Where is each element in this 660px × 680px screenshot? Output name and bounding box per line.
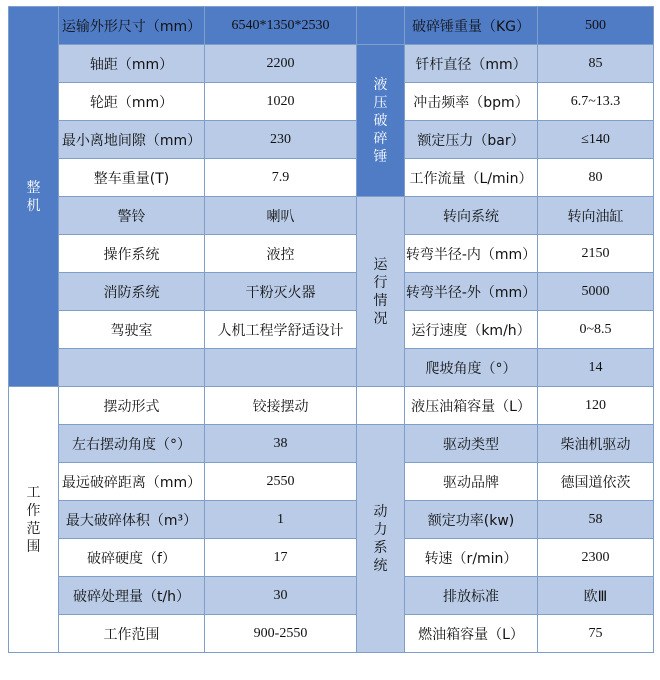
spec-value: 0~8.5 [538, 311, 654, 349]
spec-value: 30 [205, 577, 357, 615]
spec-sheet [8, 6, 653, 674]
spec-label: 警铃 [59, 197, 205, 235]
spec-label: 转速（r/min） [405, 539, 538, 577]
section-operation: 运行情况 [357, 197, 405, 387]
spec-label: 驱动品牌 [405, 463, 538, 501]
spec-label: 轴距（mm） [59, 45, 205, 83]
spec-value: 6.7~13.3 [538, 83, 654, 121]
spec-value: 喇叭 [205, 197, 357, 235]
spec-label: 运行速度（km/h） [405, 311, 538, 349]
spec-label: 消防系统 [59, 273, 205, 311]
spec-label: 燃油箱容量（L） [405, 615, 538, 653]
spec-value: 80 [538, 159, 654, 197]
table-row [9, 577, 654, 615]
spec-label: 破碎锤重量（KG） [405, 7, 538, 45]
spec-label: 左右摆动角度（°） [59, 425, 205, 463]
spec-label: 轮距（mm） [59, 83, 205, 121]
spec-label: 运输外形尺寸（mm） [59, 7, 205, 45]
spec-value: 干粉灭火器 [205, 273, 357, 311]
spec-value: 5000 [538, 273, 654, 311]
spec-label: 驱动类型 [405, 425, 538, 463]
spec-label: 额定功率(kw) [405, 501, 538, 539]
spec-table [8, 6, 654, 653]
spec-label: 整车重量(T) [59, 159, 205, 197]
table-row [9, 539, 654, 577]
table-row [9, 387, 654, 425]
spec-value: 液控 [205, 235, 357, 273]
table-row [9, 615, 654, 653]
table-row [9, 45, 654, 83]
spec-value [205, 349, 357, 387]
table-row [9, 7, 654, 45]
blank-cell [357, 387, 405, 425]
spec-value: 38 [205, 425, 357, 463]
spec-label: 转向系统 [405, 197, 538, 235]
section-hydraulic-breaker: 液压破碎锤 [357, 45, 405, 197]
spec-label: 驾驶室 [59, 311, 205, 349]
spec-label: 破碎硬度（f） [59, 539, 205, 577]
spec-label: 摆动形式 [59, 387, 205, 425]
spec-label: 钎杆直径（mm） [405, 45, 538, 83]
spec-value: 900-2550 [205, 615, 357, 653]
table-row [9, 349, 654, 387]
table-row [9, 463, 654, 501]
spec-value: 2150 [538, 235, 654, 273]
spec-value: 58 [538, 501, 654, 539]
table-row [9, 159, 654, 197]
spec-label: 破碎处理量（t/h） [59, 577, 205, 615]
spec-value: 85 [538, 45, 654, 83]
spec-label [59, 349, 205, 387]
spec-value: 1 [205, 501, 357, 539]
spec-label: 最远破碎距离（mm） [59, 463, 205, 501]
spec-label: 转弯半径-外（mm） [405, 273, 538, 311]
spec-value: 6540*1350*2530 [205, 7, 357, 45]
table-row [9, 121, 654, 159]
spec-label: 最小离地间隙（mm） [59, 121, 205, 159]
table-row [9, 83, 654, 121]
spec-value: 2200 [205, 45, 357, 83]
table-row [9, 425, 654, 463]
spec-value: ≤140 [538, 121, 654, 159]
spec-label: 液压油箱容量（L） [405, 387, 538, 425]
spec-value: 柴油机驱动 [538, 425, 654, 463]
table-row [9, 235, 654, 273]
spec-value: 2550 [205, 463, 357, 501]
section-power-system: 动力系统 [357, 425, 405, 653]
spec-value: 德国道依茨 [538, 463, 654, 501]
spec-label: 排放标准 [405, 577, 538, 615]
spec-value: 转向油缸 [538, 197, 654, 235]
spec-label: 操作系统 [59, 235, 205, 273]
spec-value: 120 [538, 387, 654, 425]
spec-label: 工作范围 [59, 615, 205, 653]
spec-value: 230 [205, 121, 357, 159]
spec-value: 500 [538, 7, 654, 45]
spec-label: 爬坡角度（°） [405, 349, 538, 387]
spec-label: 工作流量（L/min） [405, 159, 538, 197]
spec-label: 额定压力（bar） [405, 121, 538, 159]
spec-value: 2300 [538, 539, 654, 577]
spec-label: 冲击频率（bpm） [405, 83, 538, 121]
spec-value: 人机工程学舒适设计 [205, 311, 357, 349]
spec-value: 铰接摆动 [205, 387, 357, 425]
table-row [9, 311, 654, 349]
spec-value: 14 [538, 349, 654, 387]
blank-cell [357, 7, 405, 45]
section-whole-machine: 整机 [9, 7, 59, 387]
spec-value: 17 [205, 539, 357, 577]
table-row [9, 197, 654, 235]
table-row [9, 501, 654, 539]
spec-value: 欧Ⅲ [538, 577, 654, 615]
spec-value: 1020 [205, 83, 357, 121]
spec-value: 75 [538, 615, 654, 653]
table-row [9, 273, 654, 311]
section-work-range: 工作范围 [9, 387, 59, 653]
spec-value: 7.9 [205, 159, 357, 197]
spec-label: 最大破碎体积（m³） [59, 501, 205, 539]
spec-label: 转弯半径-内（mm） [405, 235, 538, 273]
